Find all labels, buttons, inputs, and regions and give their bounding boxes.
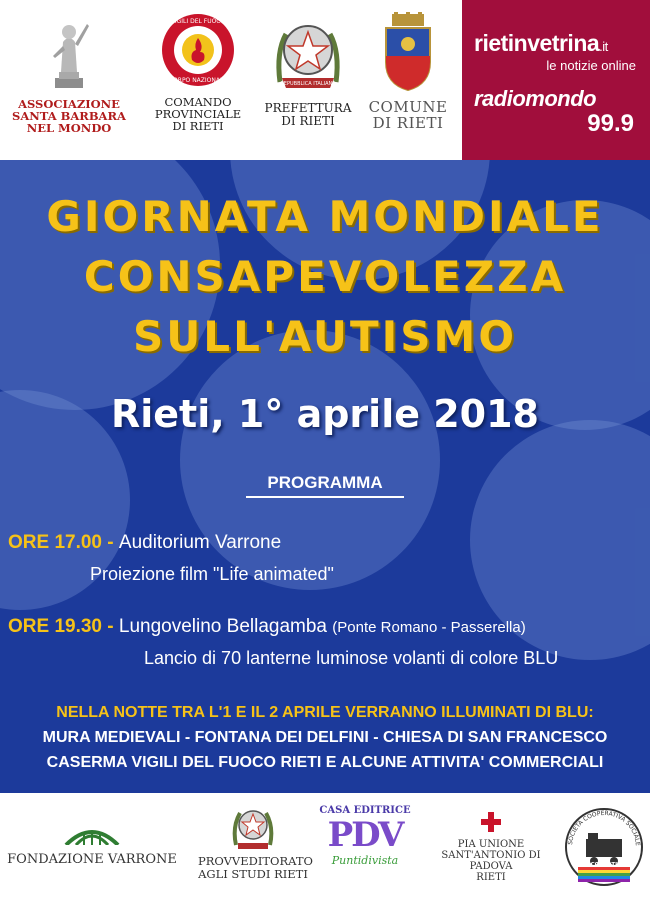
event-2-place: Lungovelino Bellagamba [118, 616, 333, 637]
title-line-3: SULL'AUTISMO [132, 312, 518, 361]
vvf-badge-top: VIGILI DEL FUOCO [170, 18, 226, 25]
pref-caption-1: PREFETTURA [264, 101, 352, 115]
pia-unione-logo [428, 811, 554, 883]
program-underline [246, 496, 404, 498]
rietinvetrina-name: rietinvetrina [474, 30, 600, 56]
pia-unione-caption-3: RIETI [476, 872, 506, 883]
title-line-1: GIORNATA MONDIALE [46, 192, 604, 241]
pia-unione-caption-2: SANT'ANTONIO DI PADOVA [441, 850, 541, 872]
coat-of-arms-icon [380, 12, 436, 92]
footer-logos [0, 793, 650, 901]
prefettura-logo [258, 12, 358, 127]
comune-caption-1: COMUNE [368, 98, 448, 116]
event-1-detail: Proiezione film "Life animated" [90, 564, 334, 584]
pref-badge-text: REPUBBLICA ITALIANA [280, 81, 336, 87]
header-logos [0, 0, 650, 160]
puntidivista-top: CASA EDITRICE [319, 805, 411, 816]
night-heading: NELLA NOTTE TRA L'1 E IL 2 APRILE VERRANNO ILLUMINATI DI BLU: [56, 704, 594, 721]
radiomondo-frequency: 99.9 [587, 110, 634, 137]
comune-rieti-logo [362, 12, 454, 132]
provveditorato-caption-2: AGLI STUDI RIETI [198, 866, 308, 881]
event-2-detail: Lancio di 70 lanterne luminose volanti di colore BLU [144, 648, 559, 668]
arches-icon [62, 823, 122, 845]
vvf-caption-3: DI RIETI [172, 119, 224, 134]
event-1-time: ORE 17.00 - [8, 532, 119, 553]
night-line-2: CASERMA VIGILI DEL FUOCO RIETI E ALCUNE ATTIVITA' COMMERCIALI [46, 754, 604, 771]
rietinvetrina-domain: .it [599, 39, 608, 54]
pref-caption-2: DI RIETI [281, 113, 335, 128]
santa-barbara-caption-3: NEL MONDO [26, 121, 112, 136]
radiomondo-logo: radiomondo [474, 86, 597, 111]
loco-motiva-label: LOCO MOTIVA [582, 862, 626, 868]
pia-unione-caption-1: PIA UNIONE [457, 839, 525, 850]
vvf-badge-bottom: CORPO NAZIONALE [168, 77, 228, 84]
vvf-badge-icon [160, 12, 236, 88]
vvf-caption-1: COMANDO [164, 95, 232, 109]
italian-emblem-icon [272, 12, 344, 94]
loco-motiva-ring-text: SOCIETÀ COOPERATIVA SOCIALE [567, 809, 642, 847]
night-line-1: MURA MEDIEVALI - FONTANA DEI DELFINI - CHIESA DI SAN FRANCESCO [42, 729, 608, 746]
vvf-caption-2: PROVINCIALE [154, 107, 242, 122]
media-partner-box [462, 0, 650, 160]
event-2 [8, 616, 526, 638]
loco-motiva-logo [562, 805, 646, 893]
main-panel [0, 160, 650, 793]
puntidivista-bottom: Puntidivista [331, 854, 399, 867]
rietinvetrina-logo [474, 30, 608, 57]
comune-caption-2: DI RIETI [372, 113, 444, 132]
event-1 [8, 532, 281, 554]
fondazione-varrone-logo [4, 823, 180, 867]
event-2-place-extra: (Ponte Romano - Passerella) [332, 619, 526, 636]
event-1-place: Auditorium Varrone [118, 532, 282, 553]
title-line-2: CONSAPEVOLEZZA [83, 252, 567, 301]
loco-motiva-badge-icon [562, 805, 646, 889]
event-2-time: ORE 19.30 - [8, 616, 119, 637]
vigili-del-fuoco-logo [148, 12, 248, 132]
provveditorato-logo [198, 801, 313, 881]
puntidivista-mark: PDV [327, 815, 403, 855]
puntidivista-logo [318, 805, 412, 867]
rietinvetrina-tagline: le notizie online [546, 58, 636, 73]
varrone-caption: FONDAZIONE VARRONE [7, 852, 177, 867]
italian-emblem-icon [230, 801, 276, 851]
santa-barbara-caption-1: ASSOCIAZIONE [18, 97, 120, 111]
provveditorato-caption-1: PROVVEDITORATO [198, 854, 313, 868]
santa-barbara-logo [10, 12, 128, 134]
santa-barbara-caption-2: SANTA BARBARA [12, 109, 126, 124]
statue-icon [39, 12, 99, 90]
program-heading: PROGRAMMA [267, 473, 383, 492]
red-cross-icon [480, 811, 502, 833]
event-date: Rieti, 1° aprile 2018 [111, 392, 539, 436]
